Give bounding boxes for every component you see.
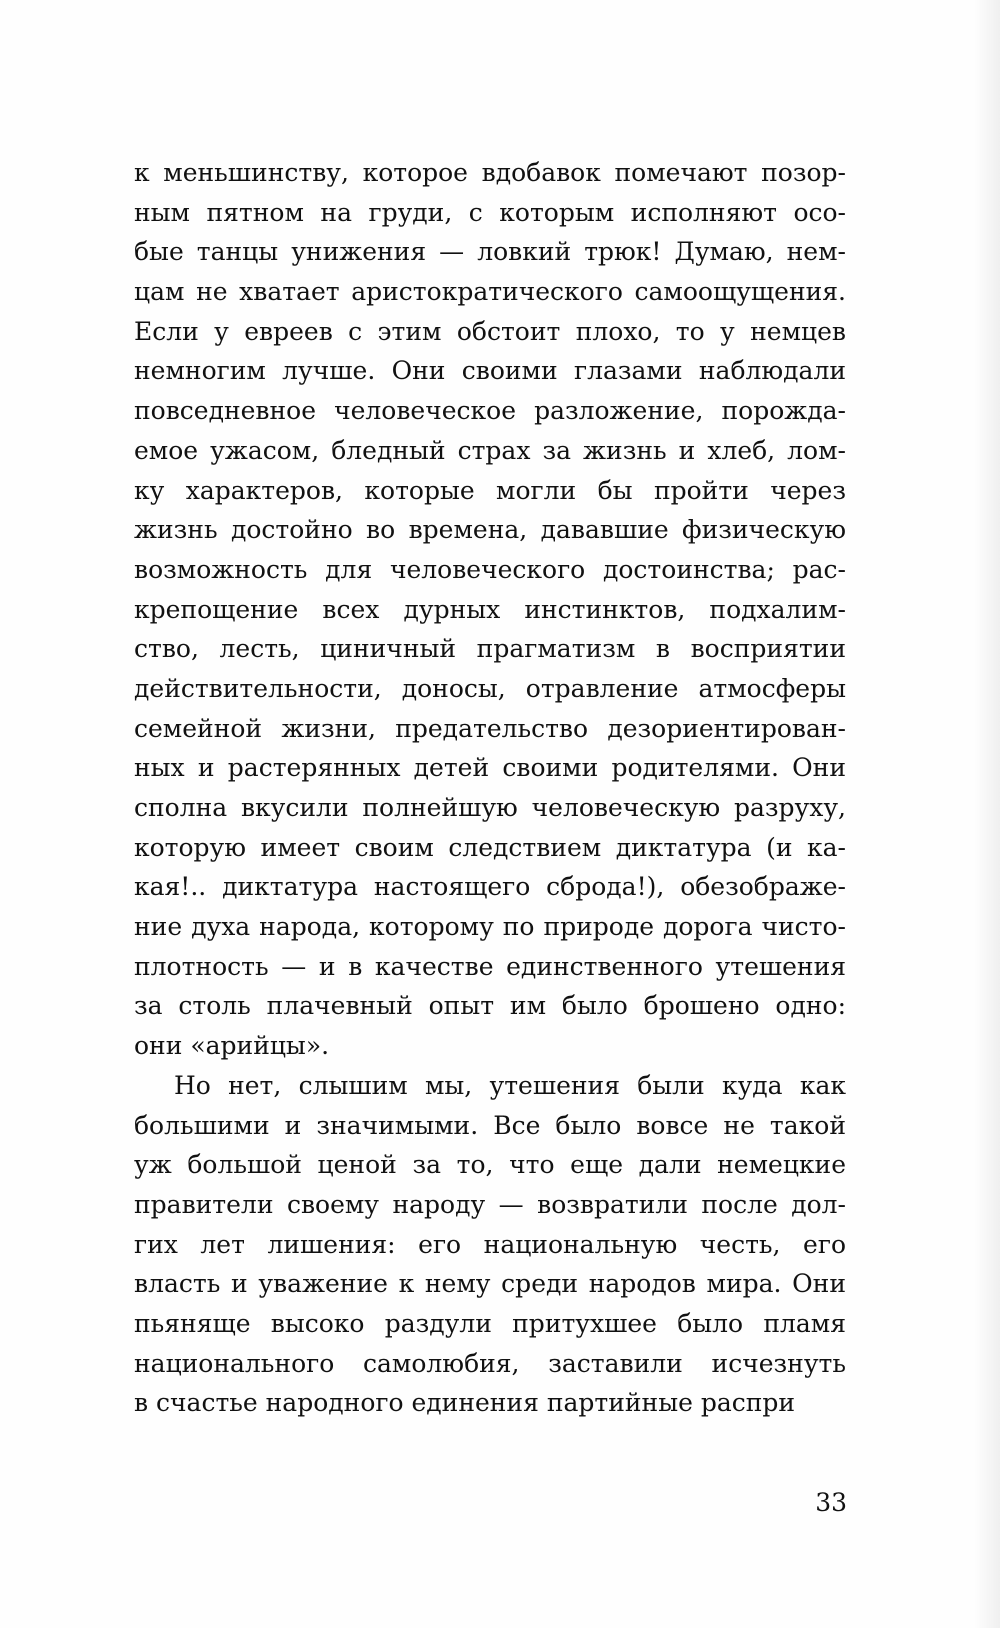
text-line: емое ужасом, бледный страх за жизнь и хлеб, лом- — [134, 435, 846, 465]
text-line: плотность — и в качестве единственного утешения — [134, 951, 846, 981]
text-line: цам не хватает аристократического самоощущения. — [134, 277, 846, 307]
text-line: ных и растерянных детей своими родителями. Они — [134, 753, 846, 783]
page-number: 33 — [815, 1488, 847, 1517]
text-line: в счастье народного единения партийные распри — [134, 1388, 796, 1418]
text-line: они «арийцы». — [134, 1031, 330, 1061]
text-line: большими и значимыми. Все было вовсе не такой — [134, 1110, 846, 1140]
paragraph — [134, 153, 846, 1066]
text-line: сполна вкусили полнейшую человеческую разруху, — [134, 793, 846, 822]
text-line: национального самолюбия, заставили исчезнуть — [134, 1348, 846, 1378]
text-line: правители своему народу — возвратили после дол- — [134, 1189, 846, 1219]
text-line: ным пятном на груди, с которым исполняют осо- — [134, 197, 846, 227]
text-line: жизнь достойно во времена, дававшие физическую — [134, 515, 846, 545]
body-text — [134, 153, 846, 1423]
text-line: кая!.. диктатура настоящего сброда!), обезображе- — [134, 872, 846, 902]
text-line: возможность для человеческого достоинства; рас- — [134, 554, 846, 584]
text-line: власть и уважение к нему среди народов мира. Они — [134, 1269, 846, 1299]
text-line: за столь плачевный опыт им было брошено одно: — [134, 991, 846, 1021]
text-line: бые танцы унижения — ловкий трюк! Думаю, нем- — [134, 237, 846, 267]
text-line: немногим лучше. Они своими глазами наблюдали — [134, 356, 846, 386]
text-line: Если у евреев с этим обстоит плохо, то у немцев — [134, 316, 846, 346]
text-line: семейной жизни, предательство дезориентирован- — [134, 713, 846, 743]
text-line: действительности, доносы, отравление атмосферы — [134, 673, 846, 703]
text-line: гих лет лишения: его национальную честь, его — [134, 1229, 846, 1259]
text-line: пьяняще высоко раздули притухшее было пламя — [134, 1308, 846, 1338]
text-line: уж большой ценой за то, что еще дали немецкие — [134, 1150, 846, 1180]
page-edge-shadow — [974, 0, 1000, 1628]
text-line: Но нет, слышим мы, утешения были куда как — [174, 1070, 846, 1100]
text-line: крепощение всех дурных инстинктов, подхалим- — [134, 594, 846, 624]
text-line: повседневное человеческое разложение, порожда- — [134, 396, 846, 426]
text-line: к меньшинству, которое вдобавок помечают позор- — [134, 158, 846, 187]
text-line: ние духа народа, которому по природе дорога чисто- — [134, 912, 846, 942]
text-line: которую имеет своим следствием диктатура (и ка- — [134, 832, 846, 862]
paragraph — [134, 1066, 846, 1423]
text-line: ку характеров, которые могли бы пройти через — [134, 475, 846, 505]
text-line: ство, лесть, циничный прагматизм в восприятии — [134, 634, 846, 664]
